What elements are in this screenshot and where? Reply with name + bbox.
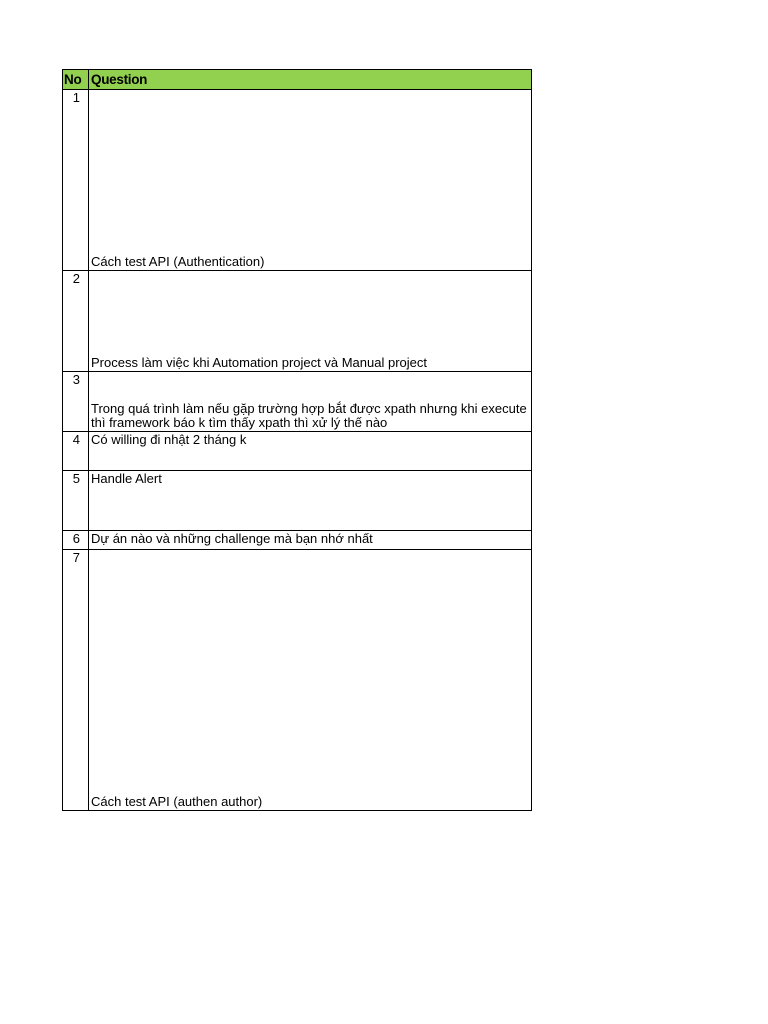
row-number[interactable]: 2	[63, 271, 89, 372]
question-cell[interactable]: Cách test API (Authentication)	[89, 90, 532, 271]
row-number[interactable]: 1	[63, 90, 89, 271]
question-cell[interactable]: Cách test API (authen author)	[89, 550, 532, 811]
row-number[interactable]: 6	[63, 531, 89, 550]
table-row	[63, 550, 532, 811]
row-number[interactable]: 7	[63, 550, 89, 811]
question-cell[interactable]: Dự án nào và những challenge mà bạn nhớ nhất	[89, 531, 532, 550]
table-row	[63, 471, 532, 531]
row-number[interactable]: 4	[63, 432, 89, 471]
row-number[interactable]: 5	[63, 471, 89, 531]
row-number[interactable]: 3	[63, 372, 89, 432]
table-row	[63, 531, 532, 550]
question-cell[interactable]: Handle Alert	[89, 471, 532, 531]
table-row	[63, 90, 532, 271]
table-row	[63, 372, 532, 432]
questions-table	[62, 69, 532, 811]
header-question[interactable]: Question	[89, 70, 532, 90]
table-row	[63, 432, 532, 471]
header-row	[63, 70, 532, 90]
question-cell[interactable]: Trong quá trình làm nếu gặp trường hợp bắt được xpath nhưng khi execute thì framework báo k tìm thấy xpath thì xử lý thế nào	[89, 372, 532, 432]
header-no[interactable]: No	[63, 70, 89, 90]
table-row	[63, 271, 532, 372]
question-cell[interactable]: Có willing đi nhật 2 tháng k	[89, 432, 532, 471]
question-cell[interactable]: Process làm việc khi Automation project và Manual project	[89, 271, 532, 372]
